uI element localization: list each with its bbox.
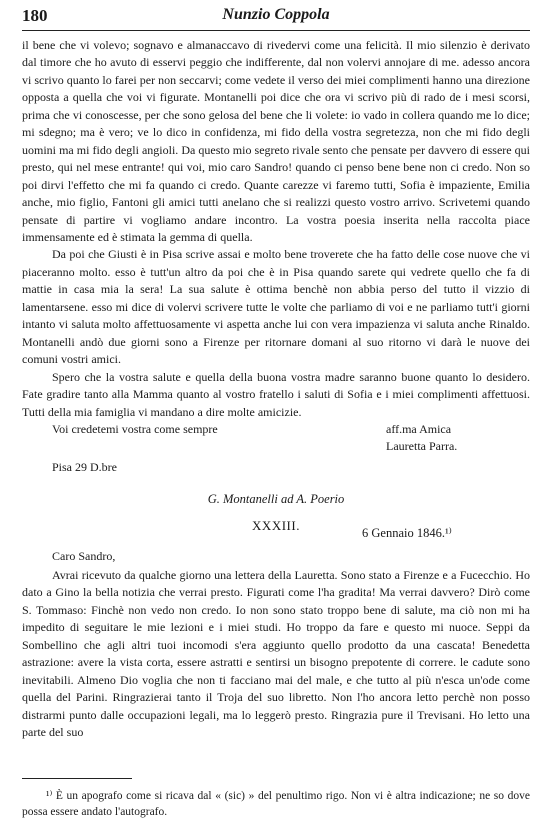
letter-number: XXXIII. [252, 517, 300, 533]
signature-block [386, 421, 526, 456]
running-head: Nunzio Coppola [222, 6, 330, 23]
salutation: Caro Sandro, [52, 548, 116, 563]
letter-heading: G. Montanelli ad A. Poerio [207, 491, 345, 506]
page-header [22, 6, 530, 30]
letter-paragraph: Spero che la vostra salute e quella della buona vostra madre saranno buone quanto lo desidero. Fate gradire tanto alla Mamma quanto al vostro fratello i saluti di Sofia e i miei complimenti affettuosi. Tutti della mia famiglia vi mandano a dire molte amicizie. [22, 369, 530, 419]
letter-paragraph: Avrai ricevuto da qualche giorno una lettera della Lauretta. Sono stato a Firenze e a Fucecchio. Ho dato a Gino la bella notizia che verrai presto. Figurati come l'ha gradita! Ma verrai davvero? Dirò come S. Tommaso: Finchè non vedo non credo. Io non sono stato troppo bene di salute, ma ciò non mi ha impedito di seguitare le mie lezioni e i miei studi. Ho troppo da fare e questo mi nuoce. Seppi da Sombellino che agli altri tuoi incomodi s'era aggiunto quello prodotto da una cascata! Benedetta astrazione: avere la vista corta, essere astratti e sentirsi un bisogno prepotente di correre. le cadute sono inevitabili. Almeno Dio voglia che non ti facciano mai del male, e che tutto al più n'esca un'ode come quella del Parini. Ringrazierai tanto il Troja del suo libretto. Non l'ho ancora letto perchè non posso distrarmi punto dalle occupazioni legali, ma lo leggerò presto. Ringrazia pure il Trevisani. Ho letto una parte del suo [22, 567, 530, 740]
letter-paragraph: Da poi che Giusti è in Pisa scrive assai e molto bene troverete che ha fatto delle cose nuove che vi piaceranno molto. esso è tutt'un altro da poi che è in Pisa quando sarete qui vedrete quello che fa di mattie in casa mia la sera! La sua salute è ottima benchè non abbia perso del tutto il vizzio di lamentarsene. esso mi dice di volervi scrivere tutte le volte che parliamo di voi e ne parliamo tutt'i giorni intanto vi saluta molto affettuosamente vi aspetta anche lui con vera impazienza vi saluta anche Rinaldo. Montanelli andò due giorni sono a Firenze per ritornare domani al suo ritorno vi darà le nuove dei comuni vostri amici. [22, 247, 530, 367]
letter-paragraph: il bene che vi volevo; sognavo e almanaccavo di rivedervi come una felicità. Il mio silenzio è derivato dal timore che ho avuto di esservi peggio che indifferente, dal non volervi annojare di me. adesso ancora vi scrivo quanto lo farei per non seccarvi; come vedete il verso dei miei complimenti hanno una direzione opposta a quella che voi vi figurate. Montanelli poi dice che ora vi scrivo più di rado de i mesi scorsi, prima che vi conoscesse, per che sono gelosa del bene che li volete: io vado in collera quando me lo dice; mi sdegno; ma è vero; ve lo dico in confidenza, mi fido della vostra segretezza, non che mi fido degli uomini ma mi fido degli angioli. Da questo mio segreto rivale sento che pensate per davvero di essere qui presto, qui nel mese entrante! qui voi, mio caro Sandro! quando ci penso bene bene non ci credo. Non so poi dirvi l'effetto che mi fa quando ci credo. Quante carezze vi faremo tutti, Sofia è impaziente, Emilia anche, mio figlio, Fantoni gli amici tutti anelano che si realizzi questo vostro arrivo. Scrivetemi quando pensate di partire vi vogliamo andare incontro. La vostra poesia inserita nella raccolta piace immensamente ed è stimata la gemma di quella. [22, 38, 530, 244]
footnote-rule [22, 778, 132, 779]
footnote [22, 788, 530, 820]
place-date: Pisa 29 D.bre [52, 459, 117, 474]
letter-closing [22, 421, 530, 459]
letter-date: 6 Gennaio 1846.¹⁾ [362, 525, 452, 540]
closing-phrase: Voi credetemi vostra come sempre [52, 421, 218, 436]
footnote-text: ¹⁾ È un apografo come si ricava dal « (sic) » del penultimo rigo. Non vi è altra indicazione; ne so dove possa essere andato l'autografo. [22, 790, 530, 818]
letter-number-row [22, 517, 530, 545]
signature-name: Lauretta Parra. [386, 439, 458, 454]
header-rule [22, 30, 530, 31]
signature-salutation: aff.ma Amica [386, 421, 452, 436]
page-body [22, 37, 530, 742]
page-number: 180 [22, 6, 48, 25]
